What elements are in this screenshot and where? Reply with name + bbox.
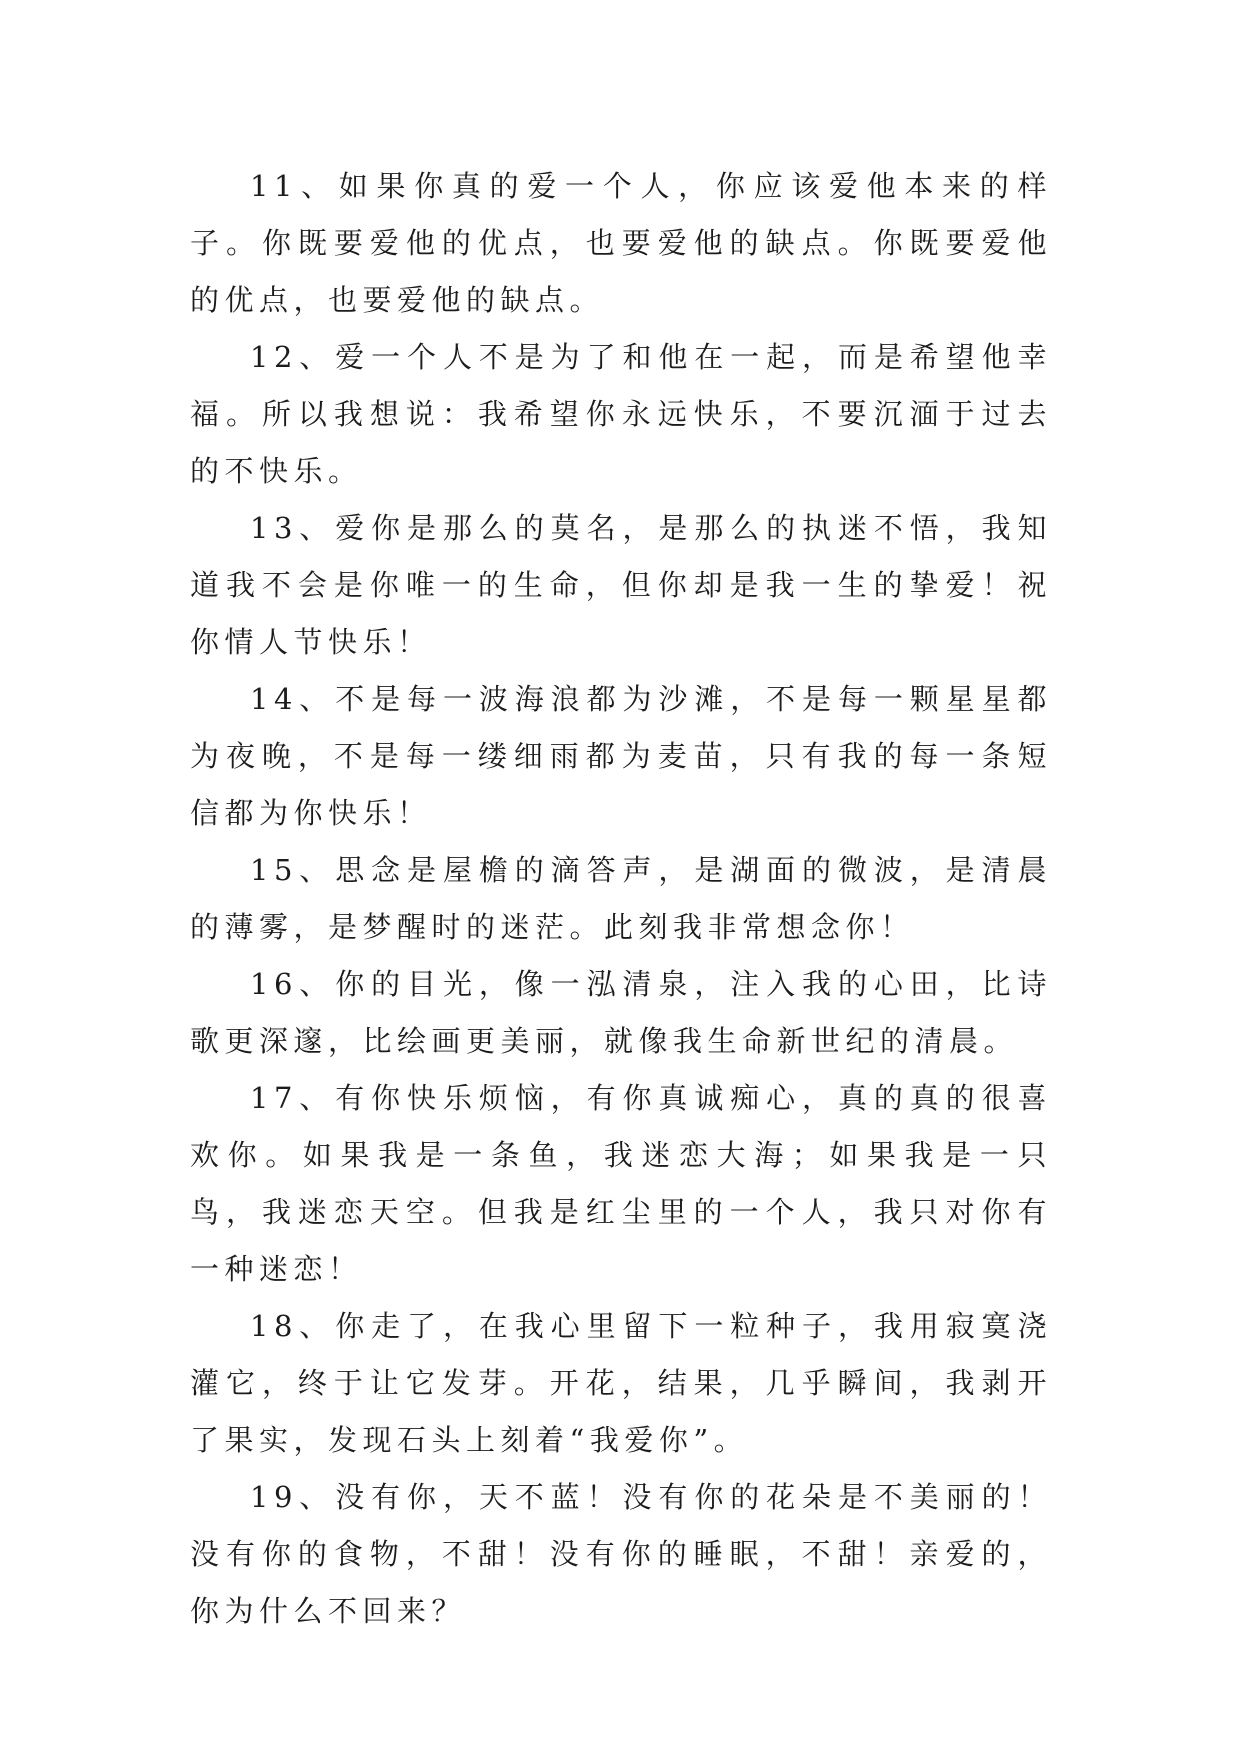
paragraph-11: 11、如果你真的爱一个人，你应该爱他本来的样子。你既要爱他的优点，也要爱他的缺点。你既要爱他的优点，也要爱他的缺点。: [190, 169, 1052, 317]
document-body: [190, 158, 1052, 1640]
paragraph-19: 19、没有你，天不蓝！没有你的花朵是不美丽的！没有你的食物，不甜！没有你的睡眠，不甜！亲爱的，你为什么不回来？: [190, 1480, 1052, 1628]
paragraph-15: 15、思念是屋檐的滴答声，是湖面的微波，是清晨的薄雾，是梦醒时的迷茫。此刻我非常想念你！: [190, 853, 1052, 944]
paragraph-14: 14、不是每一波海浪都为沙滩，不是每一颗星星都为夜晚，不是每一缕细雨都为麦苗，只有我的每一条短信都为你快乐！: [190, 682, 1052, 830]
paragraph-12: 12、爱一个人不是为了和他在一起，而是希望他幸福。所以我想说：我希望你永远快乐，不要沉湎于过去的不快乐。: [190, 340, 1052, 488]
paragraph-17: 17、有你快乐烦恼，有你真诚痴心，真的真的很喜欢你。如果我是一条鱼，我迷恋大海；如果我是一只鸟，我迷恋天空。但我是红尘里的一个人，我只对你有一种迷恋！: [190, 1081, 1052, 1286]
paragraph-16: 16、你的目光，像一泓清泉，注入我的心田，比诗歌更深邃，比绘画更美丽，就像我生命新世纪的清晨。: [190, 967, 1052, 1058]
paragraph-13: 13、爱你是那么的莫名，是那么的执迷不悟，我知道我不会是你唯一的生命，但你却是我一生的挚爱！祝你情人节快乐！: [190, 511, 1052, 659]
paragraph-18: 18、你走了，在我心里留下一粒种子，我用寂寞浇灌它，终于让它发芽。开花，结果，几乎瞬间，我剥开了果实，发现石头上刻着“我爱你”。: [190, 1309, 1052, 1457]
